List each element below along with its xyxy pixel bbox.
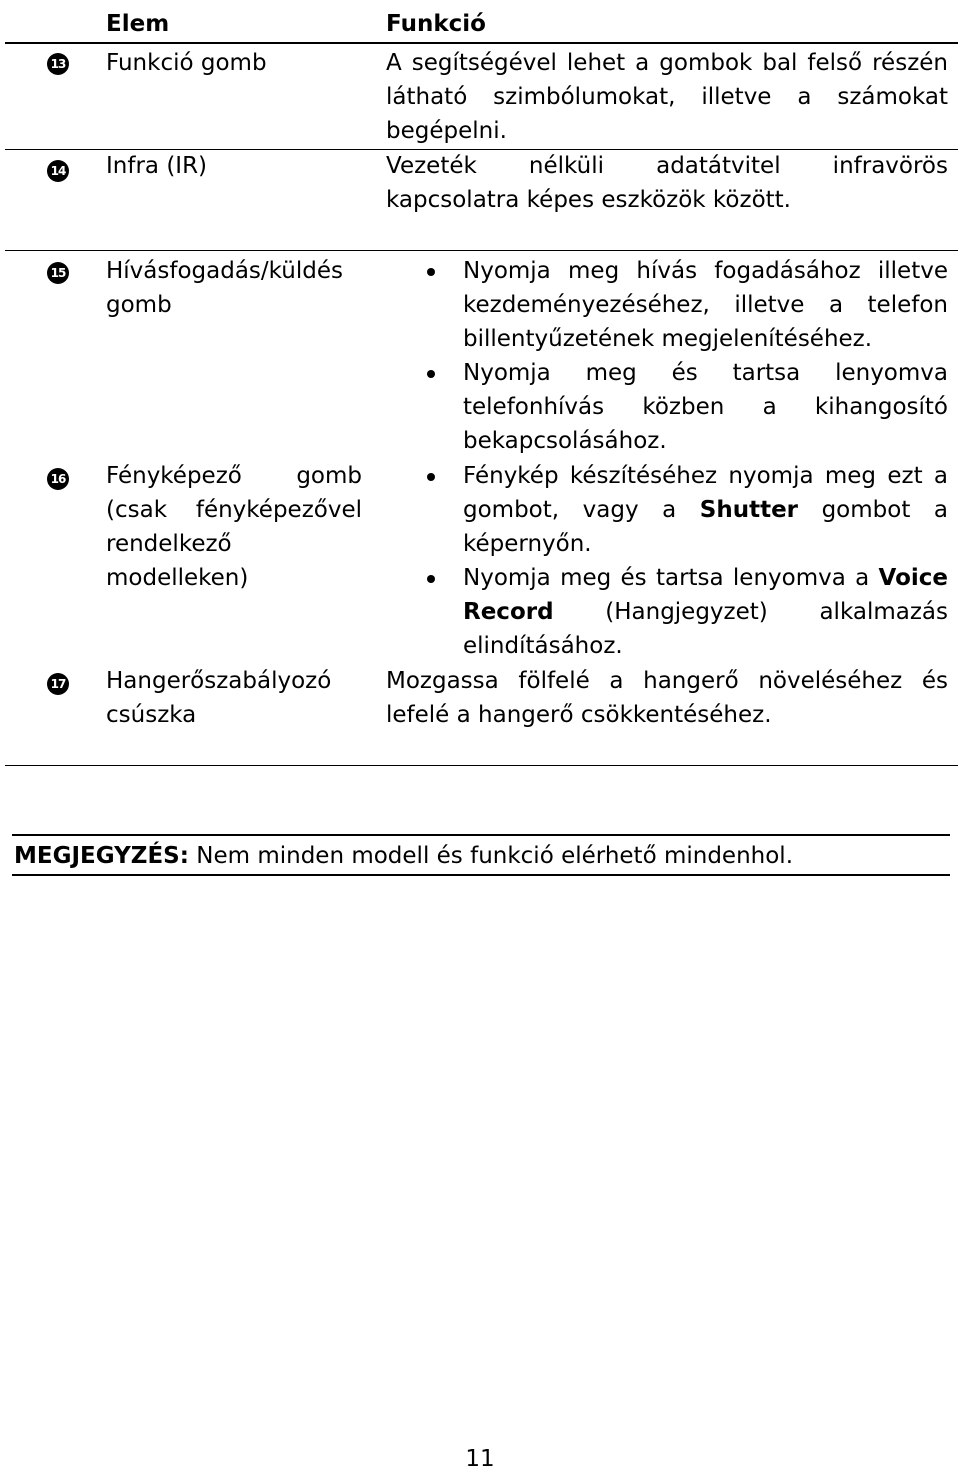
note-top-rule (12, 834, 950, 836)
page-number: 11 (465, 1446, 495, 1472)
column-header-funkcio: Funkció (386, 11, 486, 37)
callout-number-16-icon: 16 (47, 468, 69, 490)
callout-number-15-icon: 15 (47, 262, 69, 284)
shutter-label: Shutter (699, 497, 799, 523)
function-bullet-list (463, 254, 948, 458)
note (14, 838, 950, 874)
elem-label: Fényképező gomb (csak fényképezővel rendelkező modelleken) (106, 463, 362, 591)
elem-label: Funkció gomb (106, 50, 267, 76)
table-bottom-rule (5, 765, 958, 766)
bullet-item: Nyomja meg és tartsa lenyomva a Voice Record (Hangjegyzet) alkalmazás elindításához. (463, 561, 948, 663)
note-bottom-rule (12, 874, 950, 876)
function-description: Mozgassa fölfelé a hangerő növeléséhez és lefelé a hangerő csökkentéséhez. (386, 668, 948, 728)
function-bullet-list (463, 459, 948, 663)
elem-label: Hangerőszabályozó csúszka (106, 668, 332, 728)
bullet-item: Nyomja meg és tartsa lenyomva telefonhívás közben a kihangosító bekapcsolásához. (463, 356, 948, 458)
voice-record-label: Voice Record (463, 565, 948, 625)
callout-number-17-icon: 17 (47, 673, 69, 695)
note-text: Nem minden modell és funkció elérhető mindenhol. (188, 843, 794, 869)
table-top-rule (5, 42, 958, 44)
callout-number-13-icon: 13 (47, 53, 69, 75)
bullet-item: Fénykép készítéséhez nyomja meg ezt a gombot, vagy a Shutter gombot a képernyőn. (463, 459, 948, 561)
callout-number-14-icon: 14 (47, 160, 69, 182)
elem-label: Hívásfogadás/küldés gomb (106, 258, 343, 318)
note-label: MEGJEGYZÉS: (14, 843, 189, 869)
function-description: A segítségével lehet a gombok bal felső részén látható szimbólumokat, illetve a számokat begépelni. (386, 50, 948, 144)
bullet-item: Nyomja meg hívás fogadásához illetve kezdeményezéséhez, illetve a telefon billentyűzetének megjelenítéséhez. (463, 254, 948, 356)
column-header-elem: Elem (106, 11, 170, 37)
elem-label: Infra (IR) (106, 153, 208, 179)
row-divider (5, 250, 958, 251)
function-description: Vezeték nélküli adatátvitel infravörös kapcsolatra képes eszközök között. (386, 153, 948, 213)
